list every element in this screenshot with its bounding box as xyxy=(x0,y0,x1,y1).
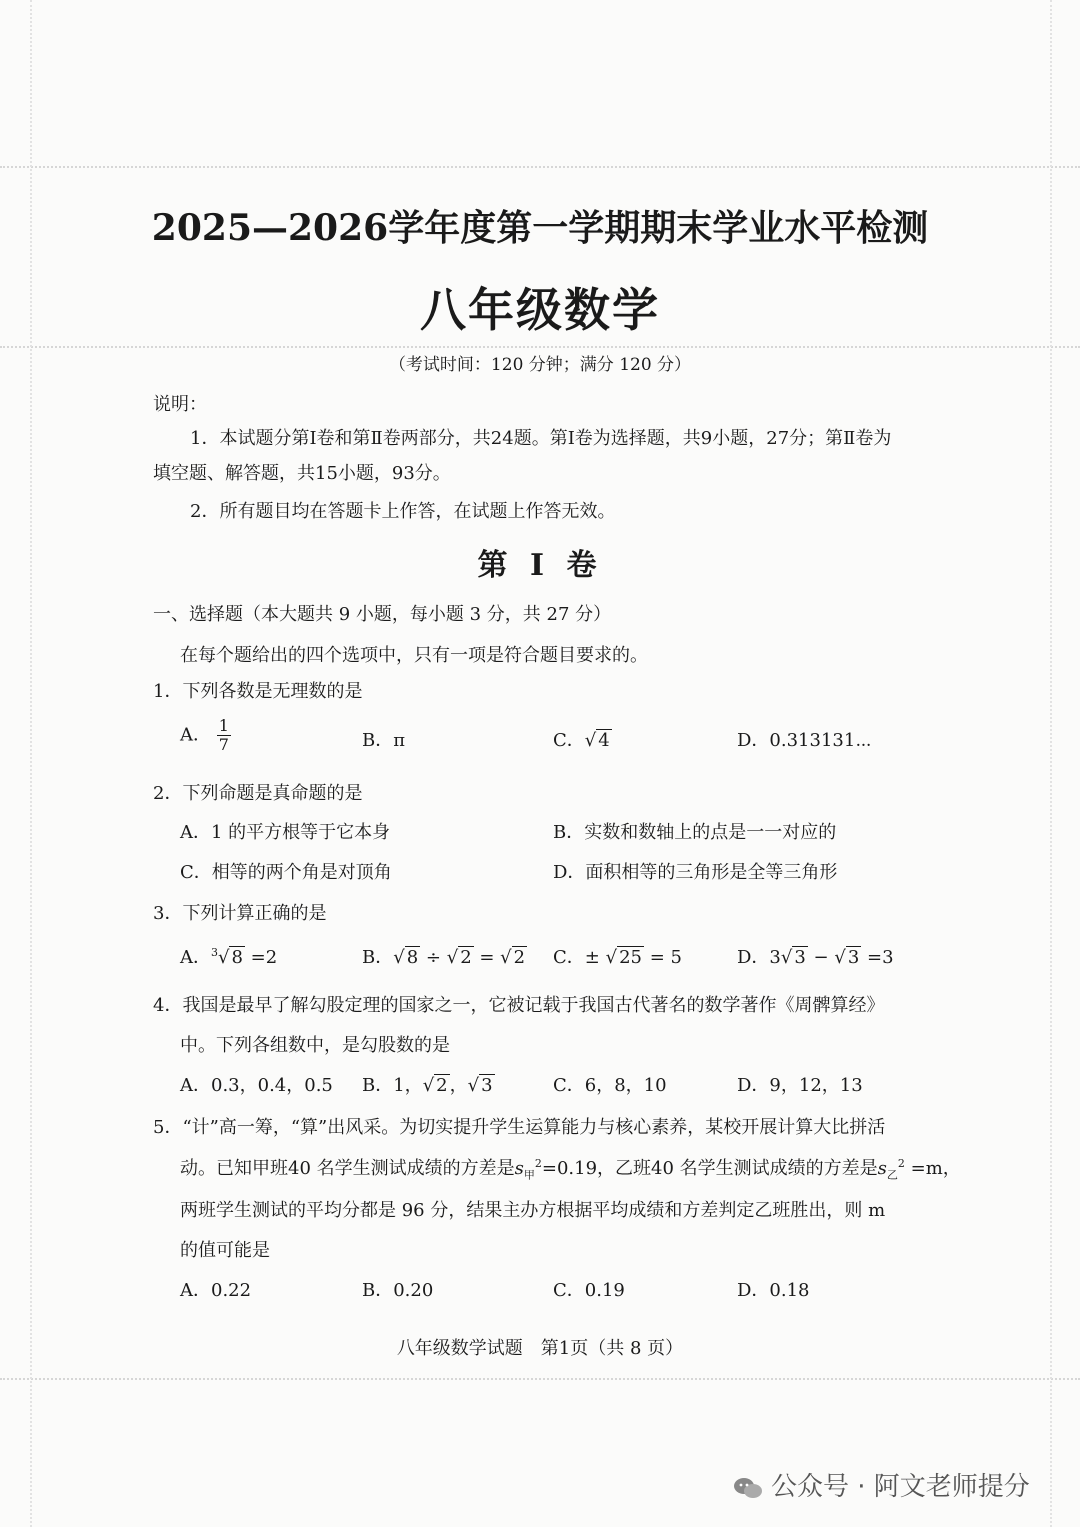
question-5-stem-line-2 xyxy=(180,1154,961,1183)
question-1-stem: 1．下列各数是无理数的是 xyxy=(153,681,363,702)
q1-option-d: D．0.313131⋯ xyxy=(737,730,872,751)
q1-option-a xyxy=(180,717,231,754)
question-3-stem: 3．下列计算正确的是 xyxy=(153,903,327,924)
q5-option-a: A．0.22 xyxy=(180,1280,252,1301)
q3-b-equals: = xyxy=(473,947,501,968)
q5-line2-middle: =0.19，乙班40 名学生测试成绩的方差是 xyxy=(541,1158,878,1179)
question-4-stem-line-2: 中。下列各组数中，是勾股数的是 xyxy=(180,1035,450,1056)
watermark-text: 公众号 · 阿文老师提分 xyxy=(771,1472,1030,1502)
q3-d-label: D．3 xyxy=(737,947,781,968)
q3-b-radical-2: √ 2 xyxy=(446,947,472,968)
q5-option-d: D．0.18 xyxy=(737,1280,810,1301)
q5-line2-text: 动。已知甲班40 名学生测试成绩的方差是 xyxy=(180,1158,515,1179)
subject-title: 八年级数学 xyxy=(420,283,660,337)
question-5-stem-line-4: 的值可能是 xyxy=(180,1240,270,1261)
q4-b-label: B．1， xyxy=(362,1075,423,1096)
question-4-stem-line-1: 4．我国是最早了解勾股定理的国家之一，它被记载于我国古代著名的数学著作《周髀算经》 xyxy=(153,995,885,1016)
q1-a-denominator: 7 xyxy=(218,735,229,754)
part-note: 在每个题给出的四个选项中，只有一项是符合题目要求的。 xyxy=(180,645,648,666)
q4-option-a: A．0.3，0.4，0.5 xyxy=(180,1075,333,1096)
q5-option-c: C．0.19 xyxy=(553,1280,625,1301)
q5-variance-symbol-yi: s xyxy=(877,1158,887,1179)
q3-c-radical: √ 25 xyxy=(605,947,642,968)
watermark xyxy=(733,1466,1030,1503)
q3-b-radical-1: √ 8 xyxy=(393,947,419,968)
wechat-icon xyxy=(733,1477,763,1499)
question-5-stem-line-3: 两班学生测试的平均分都是 96 分，结果主办方根据平均成绩和方差判定乙班胜出，则 m xyxy=(180,1200,886,1221)
q3-d-radical-2: √ 3 xyxy=(834,947,860,968)
section-title: 第 Ⅰ 卷 xyxy=(477,548,603,583)
q3-b-divide: ÷ xyxy=(420,947,447,968)
q3-a-radical: √ 8 xyxy=(218,947,243,968)
page-footer: 八年级数学试题 第1页（共 8 页） xyxy=(396,1338,684,1359)
scan-dotted-line xyxy=(0,166,1080,168)
q2-option-d: D．面积相等的三角形是全等三角形 xyxy=(553,862,838,883)
q3-b-radical-3: √ 2 xyxy=(500,947,526,968)
q3-a-result: =2 xyxy=(244,947,278,968)
q4-b-radical-1: √ 2 xyxy=(422,1075,448,1096)
instruction-1-line-1: 1．本试题分第Ⅰ卷和第Ⅱ卷两部分，共24题。第Ⅰ卷为选择题，共9小题，27分；第Ⅱ卷为 xyxy=(190,428,892,449)
q1-c-radical: √ 4 xyxy=(584,730,610,751)
instruction-1-line-2: 填空题、解答题，共15小题，93分。 xyxy=(153,463,451,484)
scan-dotted-line xyxy=(0,1378,1080,1380)
q2-option-b: B．实数和数轴上的点是一一对应的 xyxy=(553,822,837,843)
q4-b-radical-2: √ 3 xyxy=(467,1075,493,1096)
q3-b-label: B． xyxy=(362,947,394,968)
q2-option-c: C．相等的两个角是对顶角 xyxy=(180,862,392,883)
q3-option-d xyxy=(737,943,894,969)
q3-c-result: = 5 xyxy=(643,947,682,968)
q4-b-separator: ， xyxy=(449,1075,468,1096)
q3-d-result: =3 xyxy=(861,947,894,968)
q3-c-label: C．± xyxy=(553,947,606,968)
q5-variance-symbol-jia: s xyxy=(514,1158,524,1179)
q1-option-c xyxy=(553,726,612,752)
exam-info: （考试时间：120 分钟；满分 120 分） xyxy=(388,355,692,375)
q5-sup-jia: 2 xyxy=(534,1157,542,1170)
q3-d-radical-1: √ 3 xyxy=(780,947,806,968)
q3-d-minus: − xyxy=(807,947,835,968)
q5-option-b: B．0.20 xyxy=(362,1280,434,1301)
q5-line2-end: =m， xyxy=(904,1158,961,1179)
q5-sub-yi: 乙 xyxy=(886,1168,898,1182)
instructions-heading: 说明： xyxy=(153,394,207,415)
question-5-stem-line-1: 5．“计”高一筹，“算”出风采。为切实提升学生运算能力与核心素养，某校开展计算大比拼活 xyxy=(153,1117,886,1138)
q3-a-root-index: 3 xyxy=(211,946,218,959)
q3-option-b xyxy=(362,943,527,969)
q2-option-a: A．1 的平方根等于它本身 xyxy=(180,822,391,843)
q4-option-b xyxy=(362,1071,495,1097)
q5-sup-yi: 2 xyxy=(897,1157,905,1170)
question-2-stem: 2．下列命题是真命题的是 xyxy=(153,783,363,804)
q5-sub-jia: 甲 xyxy=(523,1168,535,1182)
instruction-2: 2．所有题目均在答题卡上作答，在试题上作答无效。 xyxy=(190,501,616,522)
scan-dotted-line xyxy=(0,346,1080,348)
part-heading: 一、选择题（本大题共 9 小题，每小题 3 分，共 27 分） xyxy=(153,604,612,625)
q1-a-label: A． xyxy=(180,724,211,746)
q1-a-numerator: 1 xyxy=(218,716,229,735)
q4-option-c: C．6，8，10 xyxy=(553,1075,667,1096)
q3-a-label: A． xyxy=(180,947,211,968)
exam-title: 2025—2026学年度第一学期期末学业水平检测 xyxy=(151,207,929,249)
q1-a-fraction xyxy=(217,717,231,754)
q3-option-a xyxy=(180,943,277,969)
q4-option-d: D．9，12，13 xyxy=(737,1075,863,1096)
q1-option-b: B．π xyxy=(362,730,406,751)
q1-c-label: C． xyxy=(553,730,585,751)
q3-option-c xyxy=(553,943,682,969)
